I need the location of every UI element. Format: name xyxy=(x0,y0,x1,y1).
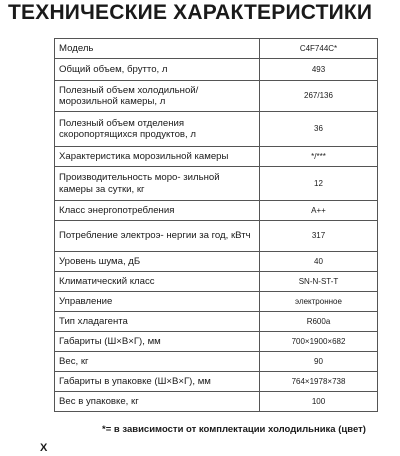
table-row xyxy=(55,81,378,112)
row-label: Полезный объем отделения скоропортящихся продуктов, л xyxy=(55,112,260,147)
row-value: 90 xyxy=(260,352,378,372)
row-value: 12 xyxy=(260,167,378,201)
footnote: *= в зависимости от комплектации холодильника (цвет) xyxy=(102,424,366,435)
table-row xyxy=(55,372,378,392)
row-label: Тип хладагента xyxy=(55,312,260,332)
row-value: электронное xyxy=(260,292,378,312)
row-value: R600a xyxy=(260,312,378,332)
spec-table xyxy=(54,38,378,412)
row-value: 764×1978×738 xyxy=(260,372,378,392)
row-label: Габариты (Ш×В×Г), мм xyxy=(55,332,260,352)
row-value: 493 xyxy=(260,59,378,81)
row-label: Вес в упаковке, кг xyxy=(55,392,260,412)
table-row xyxy=(55,201,378,221)
table-row xyxy=(55,59,378,81)
table-row xyxy=(55,167,378,201)
table-row xyxy=(55,221,378,252)
row-label: Уровень шума, дБ xyxy=(55,252,260,272)
row-label: Климатический класс xyxy=(55,272,260,292)
table-row xyxy=(55,112,378,147)
row-value: 700×1900×682 xyxy=(260,332,378,352)
row-label: Модель xyxy=(55,39,260,59)
row-value: C4F744C* xyxy=(260,39,378,59)
row-value: */*** xyxy=(260,147,378,167)
row-label: Полезный объем холодильной/ морозильной камеры, л xyxy=(55,81,260,112)
row-label: Управление xyxy=(55,292,260,312)
row-label: Габариты в упаковке (Ш×В×Г), мм xyxy=(55,372,260,392)
row-label: Производительность моро- зильной камеры за сутки, кг xyxy=(55,167,260,201)
row-value: SN-N-ST-T xyxy=(260,272,378,292)
table-row xyxy=(55,272,378,292)
row-value: 40 xyxy=(260,252,378,272)
table-row xyxy=(55,147,378,167)
row-label: Общий объем, брутто, л xyxy=(55,59,260,81)
table-row xyxy=(55,352,378,372)
row-value: 317 xyxy=(260,221,378,252)
table-row xyxy=(55,312,378,332)
table-row xyxy=(55,39,378,59)
row-value: 100 xyxy=(260,392,378,412)
table-row xyxy=(55,332,378,352)
page-title: ТЕХНИЧЕСКИЕ ХАРАКТЕРИСТИКИ xyxy=(8,1,373,24)
row-label: Характеристика морозильной камеры xyxy=(55,147,260,167)
table-row xyxy=(55,292,378,312)
row-label: Потребление электроэ- нергии за год, кВтч xyxy=(55,221,260,252)
cut-off-text: Х xyxy=(40,442,48,454)
row-label: Вес, кг xyxy=(55,352,260,372)
row-label: Класс энергопотребления xyxy=(55,201,260,221)
row-value: 36 xyxy=(260,112,378,147)
row-value: 267/136 xyxy=(260,81,378,112)
table-row xyxy=(55,252,378,272)
table-row xyxy=(55,392,378,412)
row-value: A++ xyxy=(260,201,378,221)
